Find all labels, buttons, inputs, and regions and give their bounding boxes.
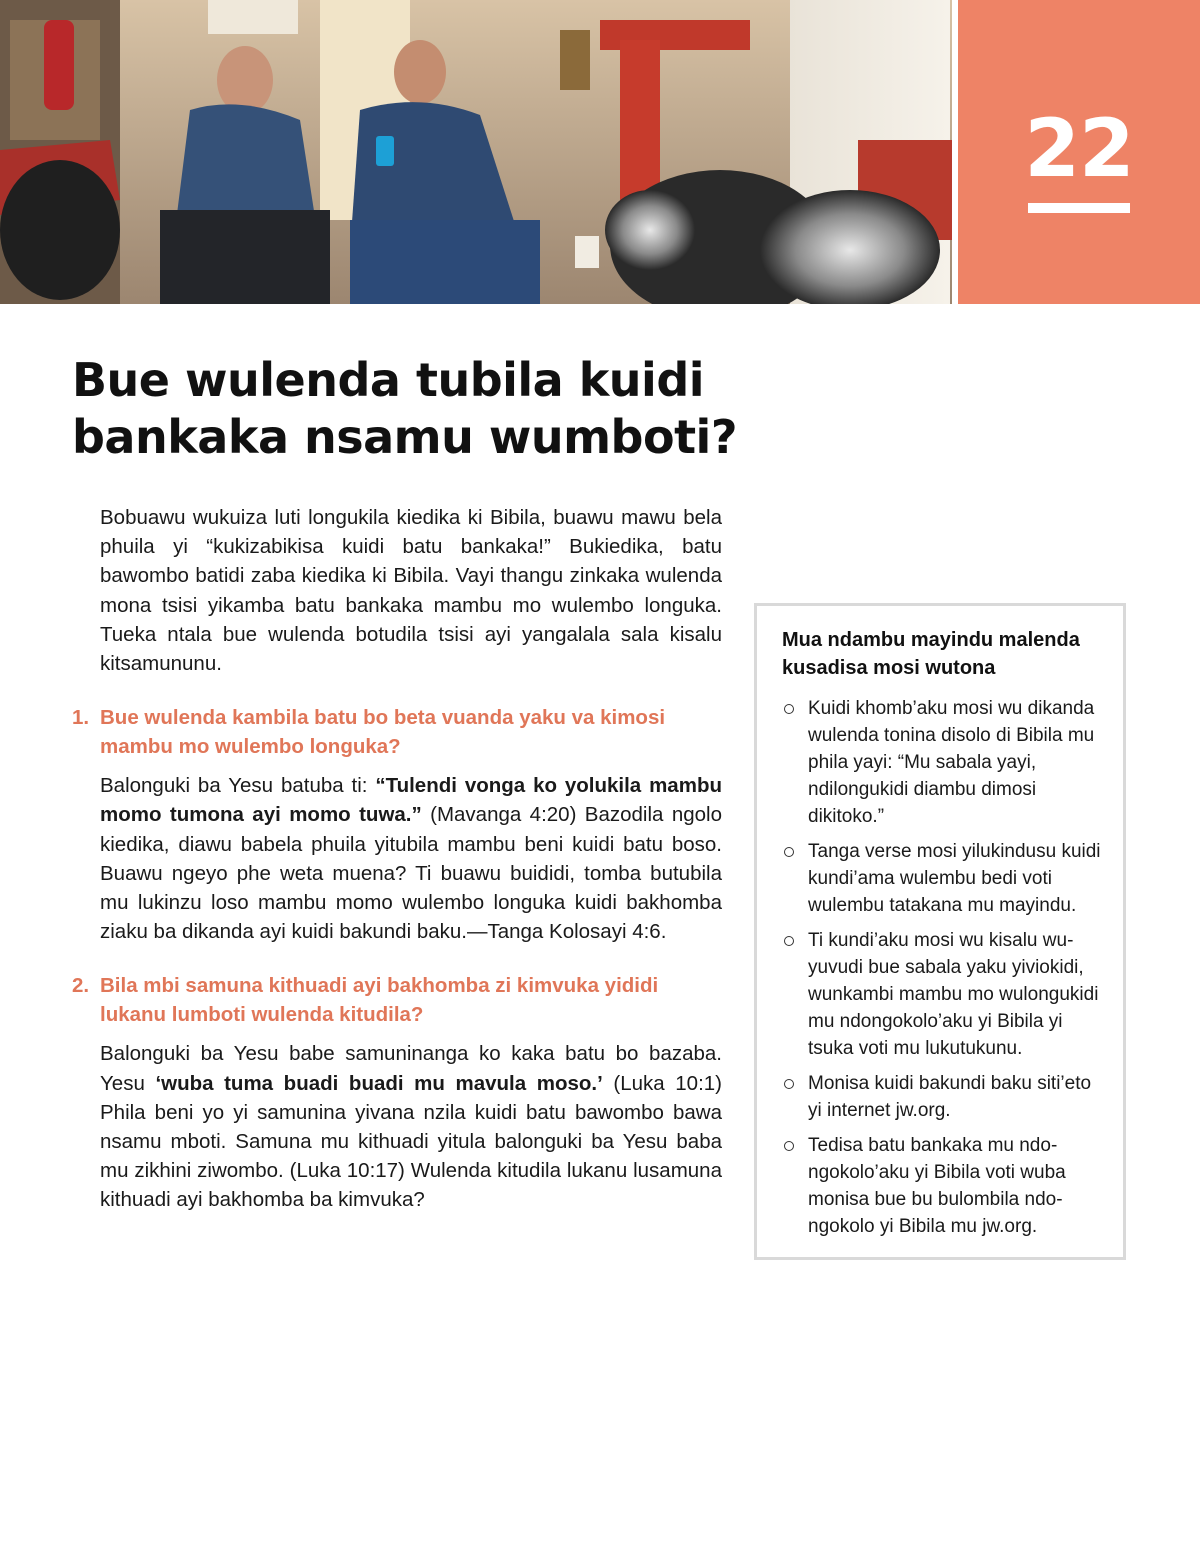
intro-paragraph: Bobuawu wukuiza luti longukila kiedika ki Bibila, buawu mawu bela phuila yi “kukizabikisa kuidi batu bankaka!” Bukiedika, batu bawombo batidi zaba kiedika ki Bibila. Vayi thangu zinkaka wulenda mona tsisi yikamba batu bankaka mambu mo wulembo longuka. Tueka ntala bue wulenda botudila tsisi ayi yangalala sala kisalu kitsamununu. <box>100 506 722 676</box>
circle-bullet-icon <box>782 1070 808 1124</box>
circle-bullet-icon <box>782 695 808 830</box>
list-item <box>782 695 1107 830</box>
question-2 <box>72 971 722 1029</box>
page-title-line-1: Bue wulenda tubila kuidi <box>72 353 705 407</box>
sidebar-title: Mua ndambu mayindu malenda kusadisa mosi wutona <box>782 629 1080 679</box>
lesson-number: 22 <box>1024 102 1134 195</box>
list-item <box>782 838 1107 919</box>
question-number: 1. <box>72 706 90 730</box>
answer-quote: “Tulendi vonga ko yolukila mambu momo tumona ayi momo tuwa.” <box>100 774 722 827</box>
list-item-text: Ti kundi’aku mosi wu kisalu wuyuvudi bue sabala yaku yiviokidi, wunkambi mambu mo wulongukidi mu ndongokolo’aku yi Bibila yi tsuka voti mu lukutukunu. <box>808 930 1099 1059</box>
question-1 <box>72 703 722 761</box>
tips-list <box>782 695 1107 1248</box>
answer-paragraph-2 <box>100 1039 722 1214</box>
lesson-number-underline <box>1028 203 1130 213</box>
tips-sidebar <box>754 603 1126 1260</box>
question-text: Bue wulenda kambila batu bo beta vuanda yaku va kimosi mambu mo wulembo longuka? <box>100 706 666 759</box>
answer-text: (Mavanga 4:20) Bazodila ngolo kiedika, diawu babela phuila yitubila mambu beni kuidi batu boso. Buawu ngeyo phe weta muena? Ti buawu buididi, tomba butubila mu lukinzu loso mambu momo wulembo longuka kuidi bakhomba ziaku ba dikanda ayi kuidi bakundi baku.—Tanga Kolosayi 4:6. <box>100 803 722 944</box>
circle-bullet-icon <box>782 838 808 919</box>
list-item <box>782 927 1107 1062</box>
question-text: Bila mbi samuna kithuadi ayi bakhomba zi kimvuka yididi lukanu lumboti wulenda kitudila? <box>100 974 659 1027</box>
circle-bullet-icon <box>782 1132 808 1240</box>
list-item-text: Monisa kuidi bakundi baku siti’eto yi internet jw.org. <box>808 1073 1092 1121</box>
circle-bullet-icon <box>782 927 808 1062</box>
page-title <box>72 352 772 466</box>
question-number: 2. <box>72 974 90 998</box>
list-item <box>782 1070 1107 1124</box>
answer-quote: ‘wuba tuma buadi buadi mu mavula moso.’ <box>155 1071 603 1095</box>
list-item-text: Tanga verse mosi yilukindusu kuidi kundi’ama wulembu bedi voti wulembu tatakana mu mayindu. <box>808 841 1101 916</box>
answer-text: Balonguki ba Yesu batuba ti: <box>100 774 376 798</box>
answer-paragraph-1 <box>100 771 722 946</box>
page-title-line-2: bankaka nsamu wumboti? <box>72 410 738 464</box>
lesson-number-block <box>958 0 1200 304</box>
answer-text: Balonguki ba Yesu babe samuninanga ko kaka batu bo bazaba. Yesu <box>100 1042 722 1095</box>
list-item-text: Tedisa batu bankaka mu ndongokolo’aku yi Bibila voti wuba monisa bue bu bulombila ndongokolo yi Bibila mu jw.org. <box>808 1135 1066 1237</box>
list-item-text: Kuidi khomb’aku mosi wu dikanda wulenda tonina disolo di Bibila mu phila yayi: “Mu sabala yayi, ndilongukidi diambu dimosi dikitoko.” <box>808 698 1095 827</box>
main-content <box>72 503 722 1215</box>
list-item <box>782 1132 1107 1240</box>
header-photo <box>0 0 952 304</box>
answer-text: (Luka 10:1) Phila beni yo yi samunina yivana nzila kuidi batu bawombo bawa nsamu mboti. Samuna mu kithuadi yitula balonguki ba Yesu baba mu zikhini ziwombo. (Luka 10:17) Wulenda kitudila lukanu lusamuna kithuadi ayi bakhomba ba kimvuka? <box>100 1071 722 1212</box>
